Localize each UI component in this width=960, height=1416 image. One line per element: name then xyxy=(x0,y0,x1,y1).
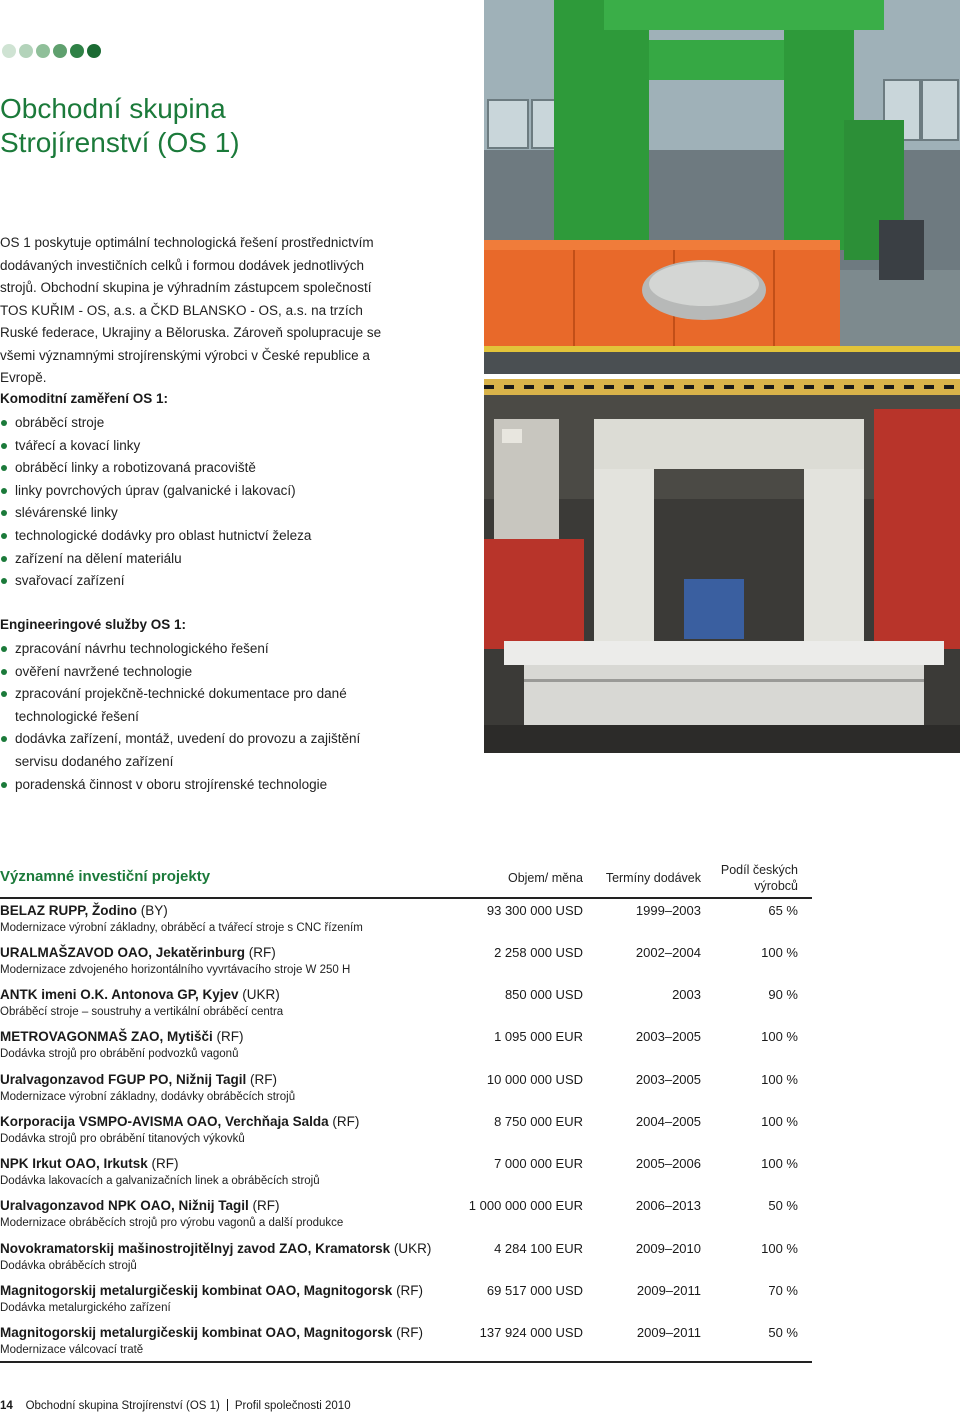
table-row xyxy=(0,1323,812,1365)
project-description: Dodávka strojů pro obrábění podvozků vagonů xyxy=(0,1048,239,1060)
project-volume: 137 924 000 USD xyxy=(479,1325,583,1340)
project-name xyxy=(0,987,280,1002)
page-title xyxy=(0,92,240,160)
project-volume: 2 258 000 USD xyxy=(494,945,583,960)
project-company: Magnitogorskij metalurgičeskij kombinat OAO, Magnitogorsk xyxy=(0,1283,393,1298)
project-terms: 2004–2005 xyxy=(635,1114,701,1129)
project-company: Magnitogorskij metalurgičeskij kombinat OAO, Magnitogorsk xyxy=(0,1325,393,1340)
project-company: METROVAGONMAŠ ZAO, Mytišči xyxy=(0,1029,213,1044)
commodity-list xyxy=(0,412,311,593)
project-share: 90 % xyxy=(768,987,798,1002)
engineering-list xyxy=(0,638,390,796)
project-name xyxy=(0,1156,179,1171)
table-row xyxy=(0,1027,812,1069)
project-volume: 1 095 000 EUR xyxy=(494,1029,583,1044)
project-name xyxy=(0,1198,280,1213)
table-row xyxy=(0,985,812,1027)
table-row xyxy=(0,1112,812,1154)
project-description: Dodávka lakovacích a galvanizačních linek a obráběcích strojů xyxy=(0,1175,320,1187)
project-company: Uralvagonzavod FGUP PO, Nižnij Tagil xyxy=(0,1072,247,1087)
project-description: Modernizace výrobní základny, dodávky obráběcích strojů xyxy=(0,1091,296,1103)
project-share: 100 % xyxy=(761,1156,798,1171)
dot xyxy=(53,44,67,58)
dot xyxy=(2,44,16,58)
table-row xyxy=(0,1070,812,1112)
column-header-share-line2: výrobců xyxy=(754,879,798,893)
list-item: linky povrchových úprav (galvanické i lakovací) xyxy=(0,480,311,503)
project-name xyxy=(0,945,276,960)
project-country: (UKR) xyxy=(390,1241,432,1256)
intro-paragraph: OS 1 poskytuje optimální technologická řešení prostřednictvím dodávaných investičních celků i formou dodávek jednotlivých strojů. Obchodní skupina je výhradním zástupcem společností TOS KUŘIM - OS, a.s. a ČKD BLANSKO - OS, a.s. na trzích Ruské federace, Ukrajiny a Běloruska. Zároveň spolupracuje se všemi významnými strojírenskými výrobci v České republice a Evropě. xyxy=(0,235,382,385)
list-item: ověření navržené technologie xyxy=(0,661,390,684)
project-terms: 2003–2005 xyxy=(635,1029,701,1044)
projects-table-title: Významné investiční projekty xyxy=(0,868,211,885)
project-share: 100 % xyxy=(761,1114,798,1129)
project-name xyxy=(0,1283,423,1298)
project-country: (RF) xyxy=(392,1283,424,1298)
page-title-line2: Strojírenství (OS 1) xyxy=(0,127,240,158)
project-company: NPK Irkut OAO, Irkutsk xyxy=(0,1156,148,1171)
project-terms: 2005–2006 xyxy=(635,1156,701,1171)
column-header-share-line1: Podíl českých xyxy=(720,863,798,877)
project-company: Uralvagonzavod NPK OAO, Nižnij Tagil xyxy=(0,1198,249,1213)
project-country: (RF) xyxy=(212,1029,244,1044)
project-terms: 2009–2011 xyxy=(636,1283,701,1298)
footer-section: Obchodní skupina Strojírenství (OS 1) xyxy=(25,1400,220,1412)
project-country: (RF) xyxy=(248,1198,280,1213)
project-description: Modernizace zdvojeného horizontálního vyvrtávacího stroje W 250 H xyxy=(0,964,351,976)
list-item: poradenská činnost v oboru strojírenské technologie xyxy=(0,774,390,797)
project-volume: 93 300 000 USD xyxy=(486,903,583,918)
project-terms: 2003 xyxy=(672,987,701,1002)
list-item: zařízení na dělení materiálu xyxy=(0,548,311,571)
project-name xyxy=(0,1114,359,1129)
table-row xyxy=(0,1239,812,1281)
list-item: obráběcí linky a robotizovaná pracoviště xyxy=(0,457,311,480)
project-terms: 2006–2013 xyxy=(635,1198,701,1213)
project-volume: 4 284 100 EUR xyxy=(494,1241,583,1256)
table-row xyxy=(0,901,812,943)
project-terms: 2009–2011 xyxy=(636,1325,701,1340)
table-top-rule xyxy=(0,897,812,899)
project-volume: 8 750 000 EUR xyxy=(494,1114,583,1129)
project-description: Modernizace výrobní základny, obráběcí a tvářecí stroje s CNC řízením xyxy=(0,922,363,934)
page-number: 14 xyxy=(0,1400,13,1412)
project-volume: 850 000 USD xyxy=(504,987,583,1002)
project-terms: 2009–2010 xyxy=(635,1241,701,1256)
project-volume: 10 000 000 USD xyxy=(486,1072,583,1087)
project-share: 50 % xyxy=(768,1325,798,1340)
dot xyxy=(36,44,50,58)
dot xyxy=(70,44,84,58)
project-terms: 1999–2003 xyxy=(635,903,701,918)
list-item: zpracování projekčně-technické dokumentace pro dané technologické řešení xyxy=(0,683,390,728)
project-country: (RF) xyxy=(245,945,276,960)
table-bottom-rule xyxy=(0,1361,812,1363)
table-row xyxy=(0,943,812,985)
project-description: Dodávka metalurgického zařízení xyxy=(0,1302,171,1314)
project-country: (RF) xyxy=(147,1156,179,1171)
project-country: (RF) xyxy=(392,1325,424,1340)
table-row xyxy=(0,1196,812,1238)
engineering-heading: Engineeringové služby OS 1: xyxy=(0,617,187,632)
project-name xyxy=(0,1072,277,1087)
project-share: 100 % xyxy=(761,1029,798,1044)
dot xyxy=(87,44,101,58)
project-company: BELAZ RUPP, Žodino xyxy=(0,903,137,918)
project-country: (RF) xyxy=(246,1072,278,1087)
project-description: Modernizace válcovací tratě xyxy=(0,1344,144,1356)
column-header-volume: Objem/ měna xyxy=(507,871,583,885)
project-company: Novokramatorskij mašinostrojitělnyj zavod ZAO, Kramatorsk xyxy=(0,1241,391,1256)
project-volume: 69 517 000 USD xyxy=(486,1283,583,1298)
project-share: 70 % xyxy=(768,1283,798,1298)
list-item: svařovací zařízení xyxy=(0,570,311,593)
project-share: 100 % xyxy=(761,945,798,960)
column-header-terms: Termíny dodávek xyxy=(605,871,701,885)
list-item: obráběcí stroje xyxy=(0,412,311,435)
list-item: slévárenské linky xyxy=(0,502,311,525)
footer-separator xyxy=(227,1399,228,1411)
table-row xyxy=(0,1154,812,1196)
page-footer xyxy=(0,1399,351,1412)
project-company: ANTK imeni O.K. Antonova GP, Kyjev xyxy=(0,987,239,1002)
list-item: zpracování návrhu technologického řešení xyxy=(0,638,390,661)
project-description: Modernizace obráběcích strojů pro výrobu vagonů a další produkce xyxy=(0,1217,344,1229)
project-terms: 2003–2005 xyxy=(635,1072,701,1087)
project-country: (RF) xyxy=(328,1114,360,1129)
project-name xyxy=(0,903,168,918)
project-company: Korporacija VSMPO-AVISMA OAO, Verchňaja Salda xyxy=(0,1114,329,1129)
page-title-line1: Obchodní skupina xyxy=(0,93,226,124)
project-country: (BY) xyxy=(137,903,168,918)
decorative-dots xyxy=(2,44,101,58)
list-item: dodávka zařízení, montáž, uvedení do provozu a zajištění servisu dodaného zařízení xyxy=(0,728,390,773)
project-share: 100 % xyxy=(761,1241,798,1256)
project-volume: 1 000 000 000 EUR xyxy=(468,1198,583,1213)
photo-machining-line xyxy=(484,379,960,753)
photo-vertical-lathe xyxy=(484,0,960,374)
project-terms: 2002–2004 xyxy=(635,945,701,960)
dot xyxy=(19,44,33,58)
project-name xyxy=(0,1241,431,1256)
project-name xyxy=(0,1325,423,1340)
table-row xyxy=(0,1281,812,1323)
project-country: (UKR) xyxy=(238,987,280,1002)
commodity-heading: Komoditní zaměření OS 1: xyxy=(0,391,169,406)
project-share: 50 % xyxy=(768,1198,798,1213)
footer-publication: Profil společnosti 2010 xyxy=(234,1400,351,1412)
project-name xyxy=(0,1029,244,1044)
project-company: URALMAŠZAVOD OAO, Jekatěrinburg xyxy=(0,945,246,960)
project-description: Dodávka strojů pro obrábění titanových výkovků xyxy=(0,1133,245,1145)
project-share: 65 % xyxy=(768,903,798,918)
list-item: tvářecí a kovací linky xyxy=(0,435,311,458)
project-description: Obráběcí stroje – soustruhy a vertikální obráběcí centra xyxy=(0,1006,284,1018)
project-volume: 7 000 000 EUR xyxy=(494,1156,583,1171)
project-description: Dodávka obráběcích strojů xyxy=(0,1260,137,1272)
list-item: technologické dodávky pro oblast hutnictví železa xyxy=(0,525,311,548)
project-share: 100 % xyxy=(761,1072,798,1087)
column-header-share xyxy=(700,862,798,894)
